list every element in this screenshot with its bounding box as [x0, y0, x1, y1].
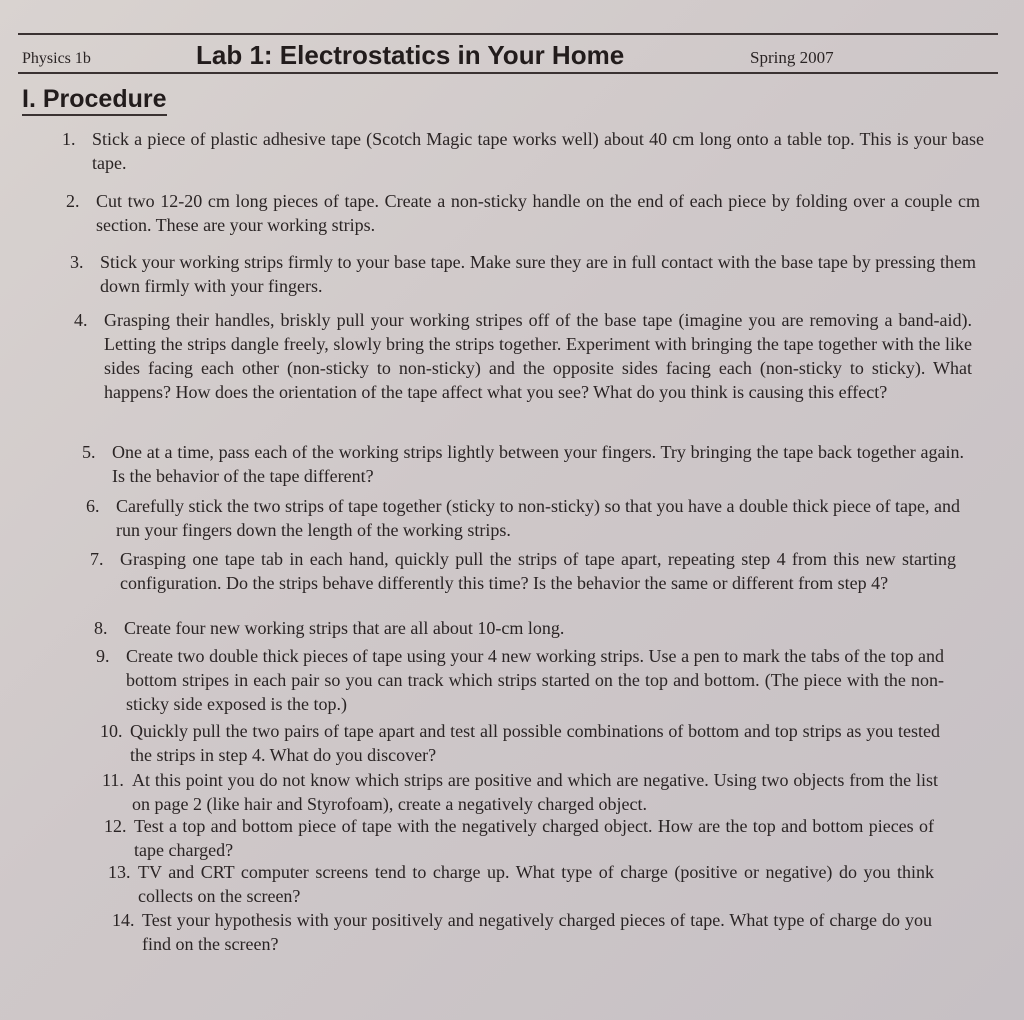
- step-number: 11.: [102, 770, 124, 790]
- step-text: Stick your working strips firmly to your base tape. Make sure they are in full contact with the base tape by pressing them down firmly with your fingers.: [100, 252, 976, 296]
- step-text: Carefully stick the two strips of tape together (sticky to non-sticky) so that you have a double thick piece of tape, and run your fingers down the length of the working strips.: [116, 496, 960, 540]
- step-number: 4.: [74, 310, 88, 330]
- step-text: Create two double thick pieces of tape using your 4 new working strips. Use a pen to mark the tabs of the top and bottom stripes in each pair so you can track which strips started on the top and bottom. (The piece with the non-sticky side exposed is the top.): [126, 646, 944, 714]
- procedure-step: [112, 908, 932, 956]
- term-label: Spring 2007: [750, 48, 834, 67]
- step-text: Test a top and bottom piece of tape with the negatively charged object. How are the top and bottom pieces of tape charged?: [134, 816, 934, 860]
- step-text: Cut two 12-20 cm long pieces of tape. Create a non-sticky handle on the end of each piece by folding over a couple cm section. These are your working strips.: [96, 191, 980, 235]
- header-rule: [18, 72, 998, 74]
- procedure-step: [94, 616, 944, 640]
- step-number: 1.: [62, 129, 76, 149]
- step-text: Grasping their handles, briskly pull your working stripes off of the base tape (imagine you are removing a band-aid). Letting the strips dangle freely, slowly bring the strips together. Experiment with bringing the tape together with the like sides facing each other (non-sticky to non-sticky) and the opposite sides facing each (non-sticky to sticky). What happens? How does the orientation of the tape affect what you see? What do you think is causing this effect?: [104, 310, 972, 402]
- procedure-step: [82, 440, 964, 488]
- step-number: 13.: [108, 862, 131, 882]
- step-text: Grasping one tape tab in each hand, quickly pull the strips of tape apart, repeating step 4 from this new starting configuration. Do the strips behave differently this time? Is the behavior the same or different from step 4?: [120, 549, 956, 593]
- procedure-step: [104, 814, 934, 862]
- step-number: 5.: [82, 442, 96, 462]
- step-number: 14.: [112, 910, 135, 930]
- step-text: Stick a piece of plastic adhesive tape (Scotch Magic tape works well) about 40 cm long onto a table top. This is your base tape.: [92, 129, 984, 173]
- procedure-step: [102, 768, 938, 816]
- procedure-step: [100, 719, 940, 767]
- step-number: 9.: [96, 646, 110, 666]
- procedure-step: [74, 308, 972, 404]
- procedure-step: [66, 189, 980, 237]
- procedure-step: [90, 547, 956, 595]
- course-label: Physics 1b: [22, 50, 91, 67]
- step-text: One at a time, pass each of the working strips lightly between your fingers. Try bringing the tape back together again. Is the behavior of the tape different?: [112, 442, 964, 486]
- procedure-step: [62, 127, 984, 175]
- step-number: 10.: [100, 721, 123, 741]
- step-number: 6.: [86, 496, 100, 516]
- step-text: Quickly pull the two pairs of tape apart and test all possible combinations of bottom and top strips as you tested the strips in step 4. What do you discover?: [130, 721, 940, 765]
- document-title: Lab 1: Electrostatics in Your Home: [196, 40, 625, 70]
- step-number: 12.: [104, 816, 127, 836]
- procedure-step: [86, 494, 960, 542]
- step-number: 7.: [90, 549, 104, 569]
- section-heading: I. Procedure: [22, 84, 167, 116]
- step-text: Create four new working strips that are all about 10-cm long.: [124, 618, 565, 638]
- step-text: Test your hypothesis with your positively and negatively charged pieces of tape. What type of charge do you find on the screen?: [142, 910, 932, 954]
- procedure-step: [96, 644, 944, 716]
- step-text: TV and CRT computer screens tend to charge up. What type of charge (positive or negative) do you think collects on the screen?: [138, 862, 934, 906]
- top-rule: [18, 33, 998, 35]
- procedure-step: [108, 860, 934, 908]
- step-number: 2.: [66, 191, 80, 211]
- step-text: At this point you do not know which strips are positive and which are negative. Using two objects from the list on page 2 (like hair and Styrofoam), create a negatively charged object.: [132, 770, 938, 814]
- procedure-step: [70, 250, 976, 298]
- step-number: 3.: [70, 252, 84, 272]
- step-number: 8.: [94, 618, 108, 638]
